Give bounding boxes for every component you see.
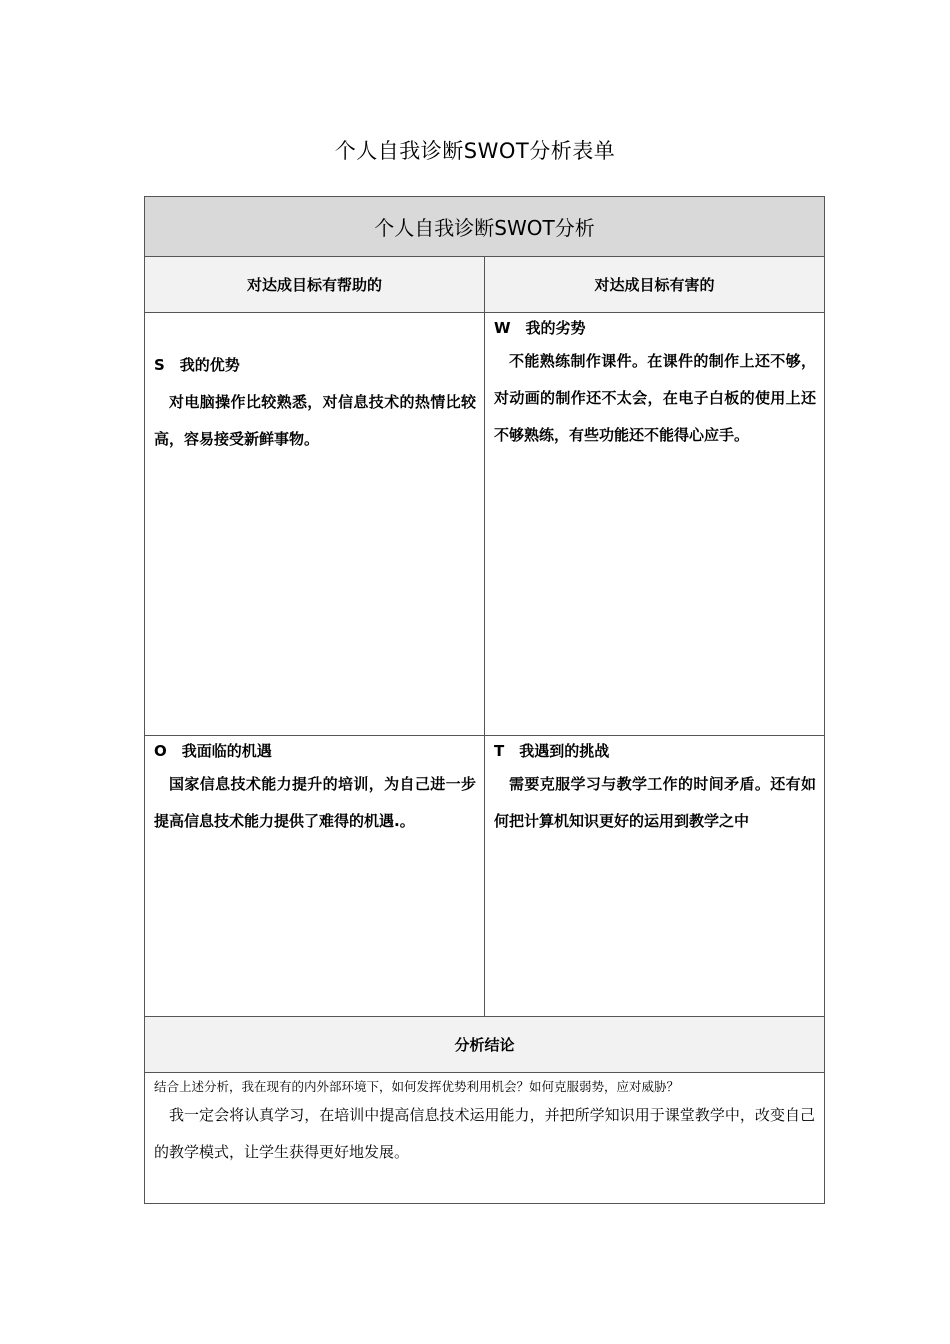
weaknesses-heading: W 我的劣势 (494, 319, 586, 337)
conclusion-question: 结合上述分析，我在现有的内外部环境下，如何发挥优势利用机会？如何克服弱势，应对威胁？ (154, 1079, 680, 1094)
column-header-helpful: 对达成目标有帮助的 (145, 257, 485, 313)
threats-text: 需要克服学习与教学工作的时间矛盾。还有如何把计算机知识更好的运用到教学之中 (494, 775, 816, 830)
conclusion-heading: 分析结论 (145, 1017, 824, 1073)
strengths-text: 对电脑操作比较熟悉，对信息技术的热情比较高，容易接受新鲜事物。 (154, 393, 476, 448)
strengths-heading: S 我的优势 (154, 356, 240, 374)
conclusion-cell (145, 1073, 824, 1203)
weaknesses-text: 不能熟练制作课件。在课件的制作上还不够，对动画的制作还不太会，在电子白板的使用上还不够熟练，有些功能还不能得心应手。 (494, 352, 816, 444)
swot-table (144, 196, 825, 1204)
strengths-cell (145, 313, 485, 736)
opportunities-text: 国家信息技术能力提升的培训，为自己进一步提高信息技术能力提供了难得的机遇.。 (154, 775, 476, 830)
column-header-harmful: 对达成目标有害的 (485, 257, 824, 313)
threats-heading: T 我遇到的挑战 (494, 742, 610, 760)
document-title: 个人自我诊断SWOT分析表单 (334, 139, 616, 163)
opportunities-heading: O 我面临的机遇 (154, 742, 272, 760)
threats-cell (485, 736, 824, 1017)
weaknesses-cell (485, 313, 824, 736)
conclusion-text: 我一定会将认真学习，在培训中提高信息技术运用能力，并把所学知识用于课堂教学中，改变自己的教学模式，让学生获得更好地发展。 (154, 1106, 815, 1161)
opportunities-cell (145, 736, 485, 1017)
table-header: 个人自我诊断SWOT分析 (145, 197, 824, 257)
